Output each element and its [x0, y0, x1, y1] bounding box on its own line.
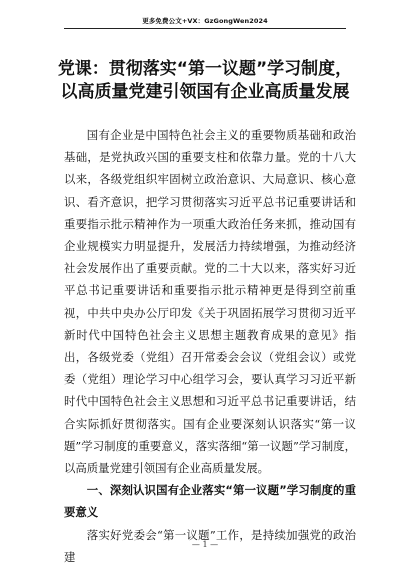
- page-number: — 1 —: [191, 540, 219, 549]
- title-line-2: 以高质量党建引领国有企业高质量发展: [60, 82, 350, 102]
- body-paragraph: 落实好党委会“第一议题”工作，是持续加强党的政治建: [64, 527, 356, 564]
- section-heading: 一、深刻认识国有企业落实“第一议题”学习制度的重要意义: [64, 483, 356, 520]
- page-header: 更多免费公文+VX：GzGongWen2024: [64, 16, 346, 29]
- body-paragraph: 国有企业是中国特色社会主义的重要物质基础和政治基础，是党执政兴国的重要支柱和依靠力量。党的十八大以来，各级党组织牢固树立政治意识、大局意识、核心意识、看齐意识，把学习贯彻落实习近平总书记重要讲话和重要指示批示精神作为一项重大政治任务来抓，推动国有企业规模实力明显提升，发展活力持续增强，为推动经济社会发展作出了重要贡献。党的二十大以来，落实好习近平总书记重要讲话和重要指示批示精神更是得到空前重视，中共中央办公厅印发《关于巩固拓展学习贯彻习近平新时代中国特色社会主义思想主题教育成果的意见》指出，各级党委（党组）召开常委会会议（党组会议）或党委（党组）理论学习中心组学习会，要认真学习习近平新时代中国特色社会主义思想和习近平总书记重要讲话，结合实际抓好贯彻落实。国有企业要深刻认识落实“第一议题”学习制度的重要意义，落实落细“第一议题”学习制度，以高质量党建引领国有企业高质量发展。: [64, 128, 356, 476]
- document-body: [64, 124, 356, 568]
- title-line-1: 党课：贯彻落实“第一议题”学习制度，: [57, 59, 353, 79]
- document-title: [40, 58, 370, 104]
